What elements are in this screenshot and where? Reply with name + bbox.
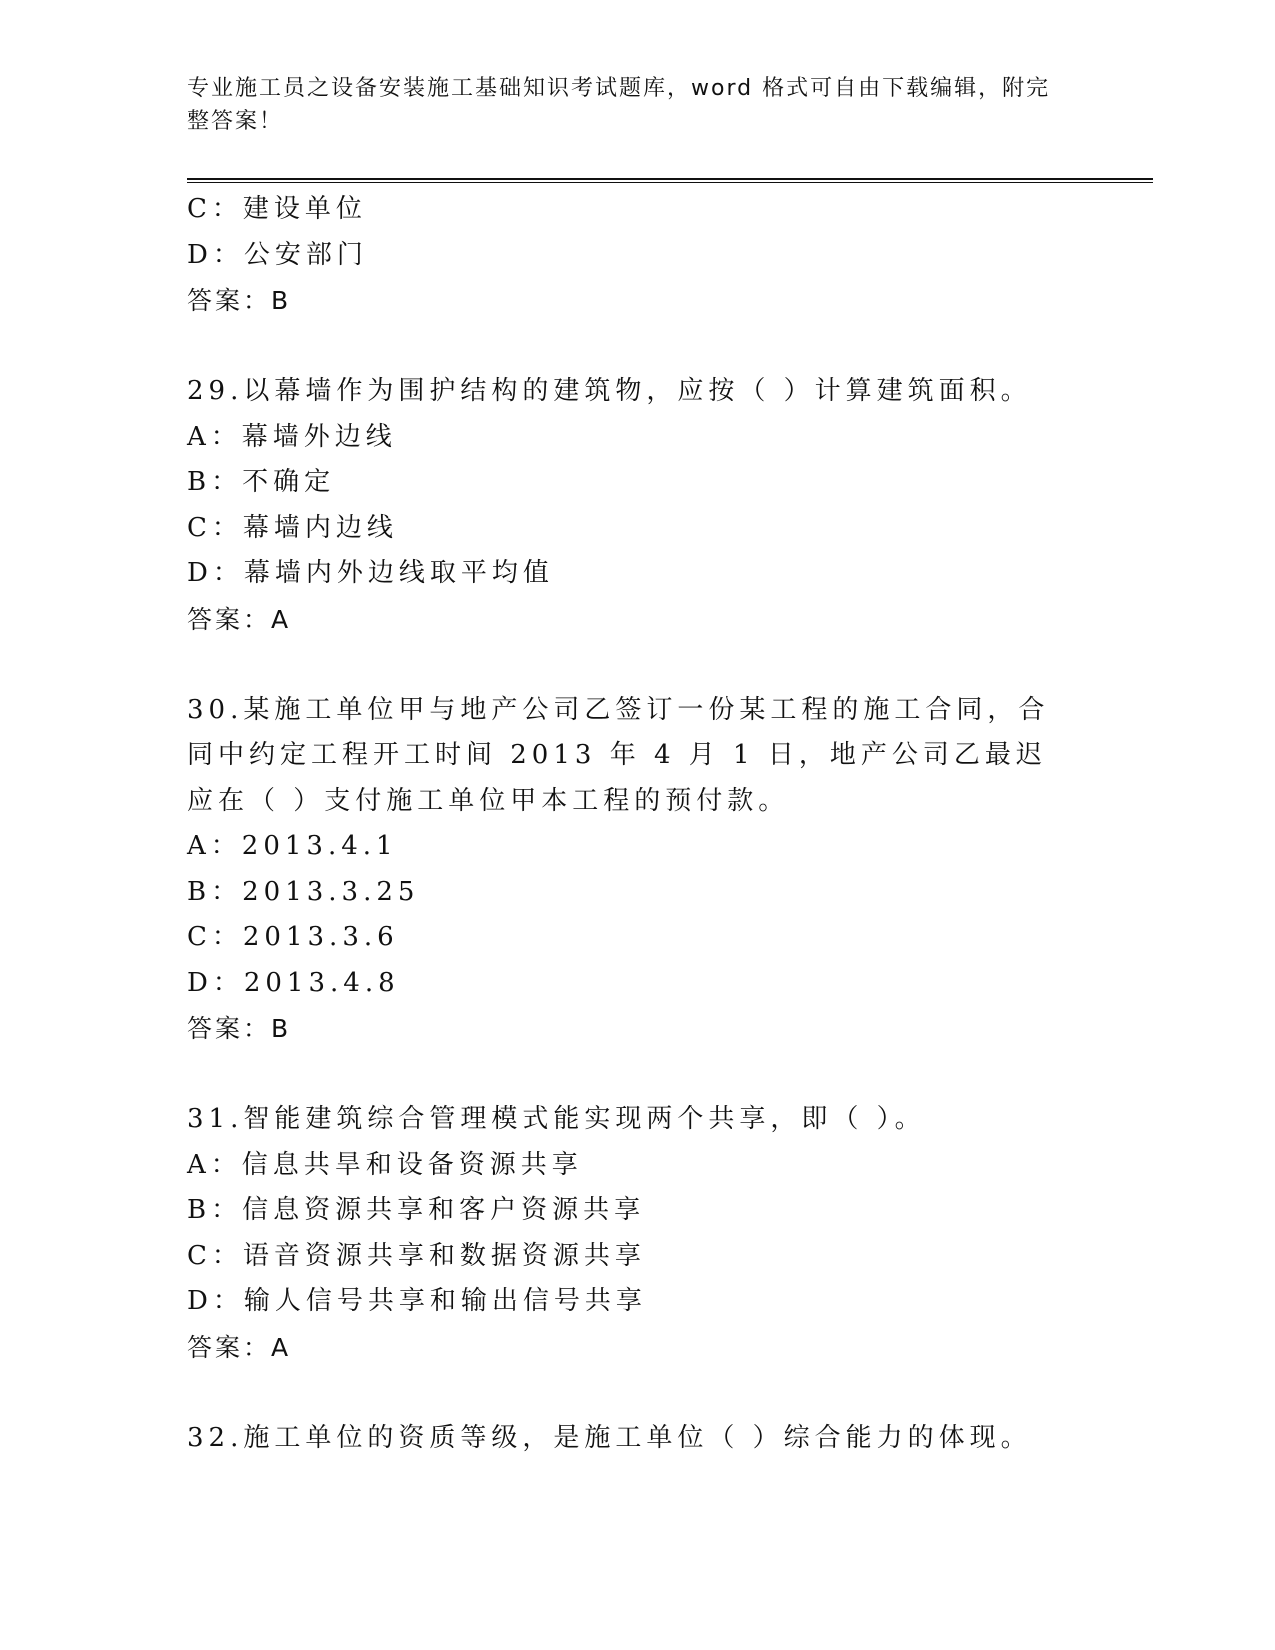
option-d: D：输人信号共享和输出信号共享 <box>187 1286 647 1316</box>
question-stem: 29.以幕墙作为围护结构的建筑物，应按（ ）计算建筑面积。 <box>187 376 1032 406</box>
option-d: D：2013.4.8 <box>187 967 400 998</box>
question-stem: 31.智能建筑综合管理模式能实现两个共享，即（ ）。 <box>187 1104 926 1134</box>
option-a: A：2013.4.1 <box>187 831 398 861</box>
header-rule-thin <box>187 182 1153 183</box>
option-b: B：不确定 <box>187 467 336 497</box>
option-b: B：信息资源共享和客户资源共享 <box>187 1195 646 1225</box>
question-29 <box>187 369 1087 642</box>
option-c: C：语音资源共享和数据资源共享 <box>187 1240 646 1271</box>
option-a: A：幕墙外边线 <box>187 421 397 452</box>
question-list <box>187 187 1087 1461</box>
answer-label: 答案：A <box>187 1332 292 1362</box>
answer-label: 答案：B <box>187 286 292 315</box>
option-c: C：幕墙内边线 <box>187 512 398 543</box>
header-rule <box>187 178 1153 180</box>
spacer <box>187 642 1087 688</box>
option-b: B：2013.3.25 <box>187 876 420 907</box>
question-28-tail <box>187 187 1087 324</box>
option-d: D：幕墙内外边线取平均值 <box>187 558 554 588</box>
answer-label: 答案：A <box>187 604 292 634</box>
answer-label: 答案：B <box>187 1014 292 1043</box>
question-stem: 32.施工单位的资质等级，是施工单位（ ）综合能力的体现。 <box>187 1422 1032 1453</box>
question-stem: 30.某施工单位甲与地产公司乙签订一份某工程的施工合同，合同中约定工程开工时间 2013 年 4 月 1 日，地产公司乙最迟应在（ ）支付施工单位甲本工程的预付款。 <box>187 694 1050 816</box>
option-c: C：2013.3.6 <box>187 922 399 952</box>
spacer <box>187 1370 1087 1416</box>
question-30 <box>187 688 1087 1052</box>
spacer <box>187 324 1087 370</box>
spacer <box>187 1052 1087 1098</box>
question-32 <box>187 1416 1087 1462</box>
option-c: C：建设单位 <box>187 194 367 224</box>
option-a: A：信息共旱和设备资源共享 <box>187 1149 583 1180</box>
question-31 <box>187 1097 1087 1370</box>
page-header: 专业施工员之设备安装施工基础知识考试题库，word 格式可自由下载编辑，附完整答案！ <box>187 76 1051 134</box>
option-d: D：公安部门 <box>187 239 368 270</box>
